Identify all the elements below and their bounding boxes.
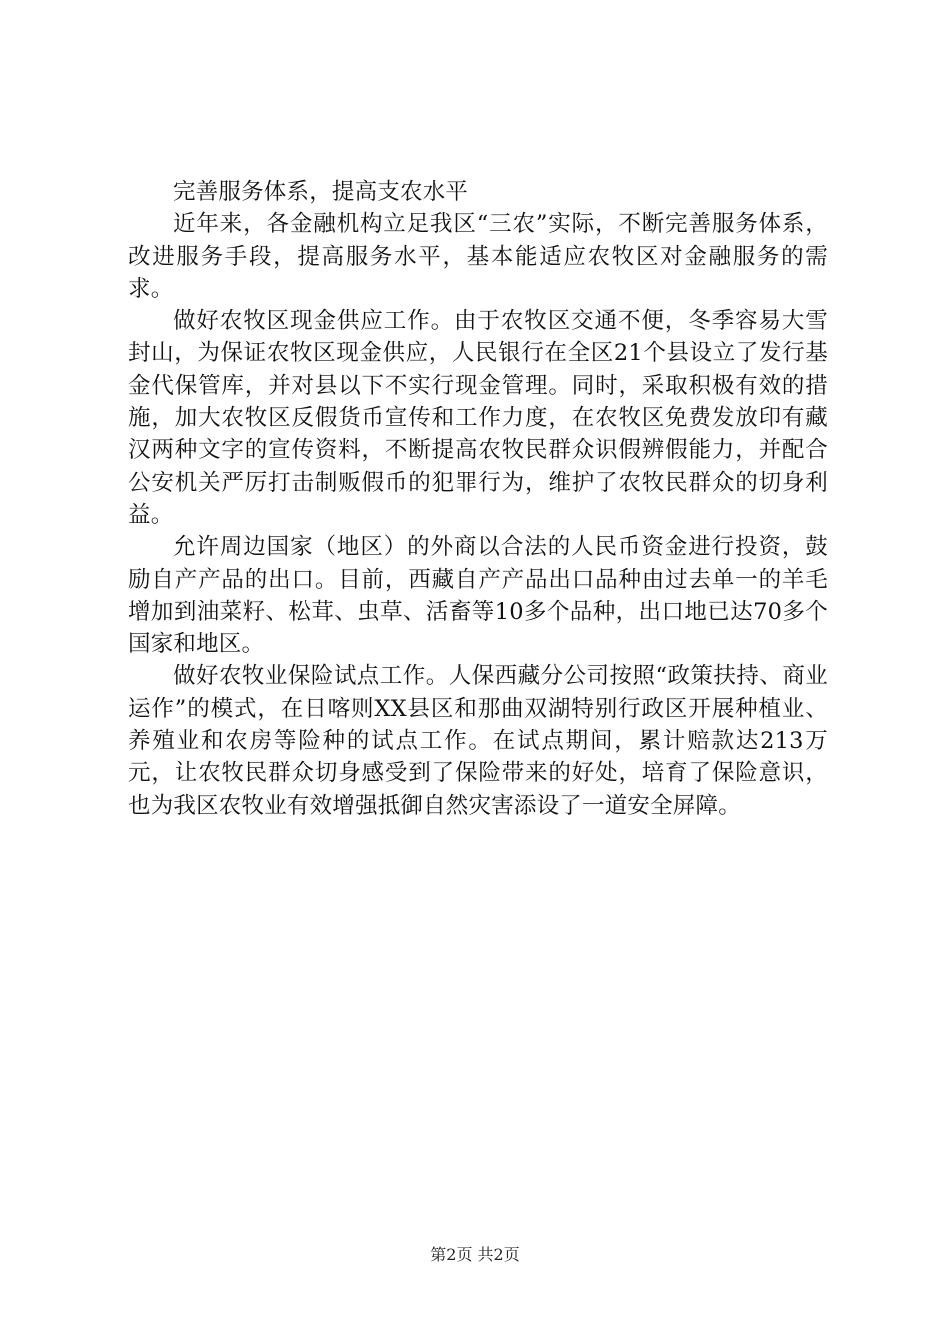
paragraph-cash-supply: 做好农牧区现金供应工作。由于农牧区交通不便，冬季容易大雪封山，为保证农牧区现金供应，人民银行在全区21个县设立了发行基金代保管库，并对县以下不实行现金管理。同时，采取积极有效的措施，加大农牧区反假货币宣传和工作力度，在农牧区免费发放印有藏汉两种文字的宣传资料，不断提高农牧民群众识假辨假能力，并配合公安机关严厉打击制贩假币的犯罪行为，维护了农牧民群众的切身利益。 [128, 308, 828, 528]
page-footer: 第2页 共2页 [430, 1245, 520, 1264]
paragraph-intro: 近年来，各金融机构立足我区“三农”实际，不断完善服务体系，改进服务手段，提高服务水平，基本能适应农牧区对金融服务的需求。 [128, 211, 828, 302]
paragraph-insurance: 做好农牧业保险试点工作。人保西藏分公司按照“政策扶持、商业运作”的模式，在日喀则XX县区和那曲双湖特别行政区开展种植业、养殖业和农房等险种的试点工作。在试点期间，累计赔款达213万元，让农牧民群众切身感受到了保险带来的好处，培育了保险意识，也为我区农牧业有效增强抵御自然灾害添设了一道安全屏障。 [128, 663, 828, 819]
section-heading: 完善服务体系，提高支农水平 [173, 179, 469, 205]
document-body [128, 176, 828, 822]
paragraph-foreign-investment: 允许周边国家（地区）的外商以合法的人民币资金进行投资，鼓励自产产品的出口。目前，西藏自产产品出口品种由过去单一的羊毛增加到油菜籽、松茸、虫草、活畜等10多个品种，出口地已达70多个国家和地区。 [128, 534, 828, 658]
